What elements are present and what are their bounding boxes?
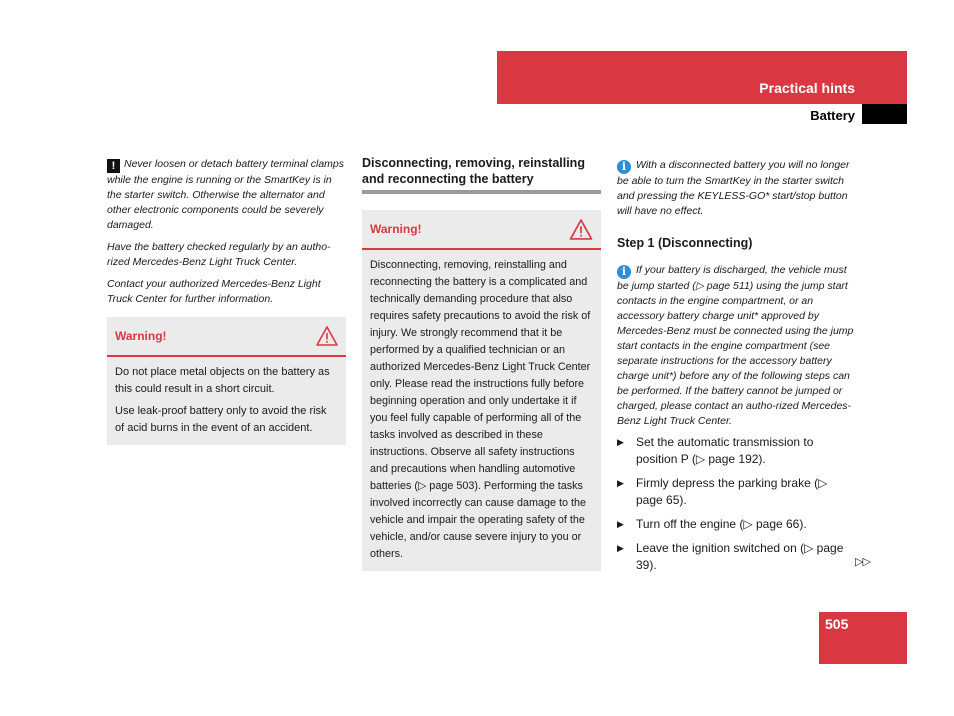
bullet-triangle-icon: ▶	[617, 437, 624, 447]
info-icon: i	[617, 265, 631, 279]
warning-header	[362, 210, 601, 250]
warning-body	[362, 250, 601, 571]
warning-box	[107, 317, 346, 445]
warning-title: Warning!	[115, 329, 167, 343]
warning-paragraph: Do not place metal objects on the battery as this could result in a short circuit.	[115, 366, 330, 395]
warning-box	[362, 210, 601, 571]
list-item	[617, 516, 857, 533]
step-list	[617, 434, 857, 581]
bullet-triangle-icon: ▶	[617, 543, 624, 553]
info-text: With a disconnected battery you will no longer be able to turn the SmartKey in the starter switch and pressing the KEYLESS-GO* start/stop button will have no effect.	[617, 159, 850, 217]
header-band	[497, 51, 907, 104]
info-note	[617, 263, 857, 429]
step-text: Leave the ignition switched on (▷ page 39).	[636, 541, 844, 572]
continued-marker: ▷▷	[855, 556, 870, 568]
heading-rule	[362, 190, 601, 194]
list-item	[617, 434, 857, 468]
warning-paragraph: Use leak-proof battery only to avoid the risk of acid burns in the event of an accident.	[115, 405, 327, 434]
warning-title: Warning!	[370, 222, 422, 236]
info-text: If your battery is discharged, the vehicle must be jump started (▷ page 511) using the jump start contacts in the engine compartment, or an accessory battery charge unit* approved by Mercedes-Benz must be connected using the jump start contacts in the engine compartment (see separate instructions for the accessory battery charge unit*) before any of the following steps can be performed. If the battery cannot be jumped or charged, please contact an autho-rized Mercedes-Benz Light Truck Center.	[617, 264, 854, 427]
step-text: Firmly depress the parking brake (▷ page 65).	[636, 476, 828, 507]
warning-paragraph: Disconnecting, removing, reinstalling and reconnecting the battery is a complicated and technically demanding procedure that also requires safety precautions to avoid the risk of injury. We strongly recommend that it be performed by a qualified technician or an authorized Mercedes-Benz Light Truck Center only. Please read the instructions fully before beginning operation and only undertake it if you feel fully capable of performing all of the tasks involved as described in these instructions. Observe all safety instructions and precautions when handling automotive batteries (▷ page 503). Performing the tasks involved incorrectly can cause damage to the vehicle and impair the operating safety of the vehicle, and/or cause severe injury to you or others.	[370, 259, 591, 560]
step-text: Set the automatic transmission to position P (▷ page 192).	[636, 435, 814, 466]
section-heading: Disconnecting, removing, reinstalling and reconnecting the battery	[362, 156, 585, 186]
info-note	[617, 158, 857, 219]
bullet-triangle-icon: ▶	[617, 519, 624, 529]
page-number: 505	[825, 616, 849, 632]
subsection-marker	[862, 104, 907, 124]
subsection-title: Battery	[810, 108, 855, 123]
notice-paragraph: Contact your authorized Mercedes-Benz Light Truck Center for further information.	[107, 278, 321, 305]
step-heading: Step 1 (Disconnecting)	[617, 236, 753, 250]
notice-paragraph: ! Never loosen or detach battery terminal clamps while the engine is running or the SmartKey is in the starter switch. Otherwise the alternator and other electronic components could be severely damaged.	[107, 158, 345, 231]
section-title: Practical hints	[759, 80, 855, 96]
notice-paragraph: Have the battery checked regularly by an autho-rized Mercedes-Benz Light Truck Center.	[107, 241, 331, 268]
warning-triangle-icon	[569, 219, 593, 240]
list-item	[617, 475, 857, 509]
info-icon: i	[617, 160, 631, 174]
exclamation-icon: !	[107, 159, 120, 173]
warning-body	[107, 357, 346, 445]
step-text: Turn off the engine (▷ page 66).	[636, 517, 807, 531]
list-item	[617, 540, 857, 574]
notice-block	[107, 157, 347, 314]
warning-header	[107, 317, 346, 357]
bullet-triangle-icon: ▶	[617, 478, 624, 488]
warning-triangle-icon	[316, 326, 338, 346]
